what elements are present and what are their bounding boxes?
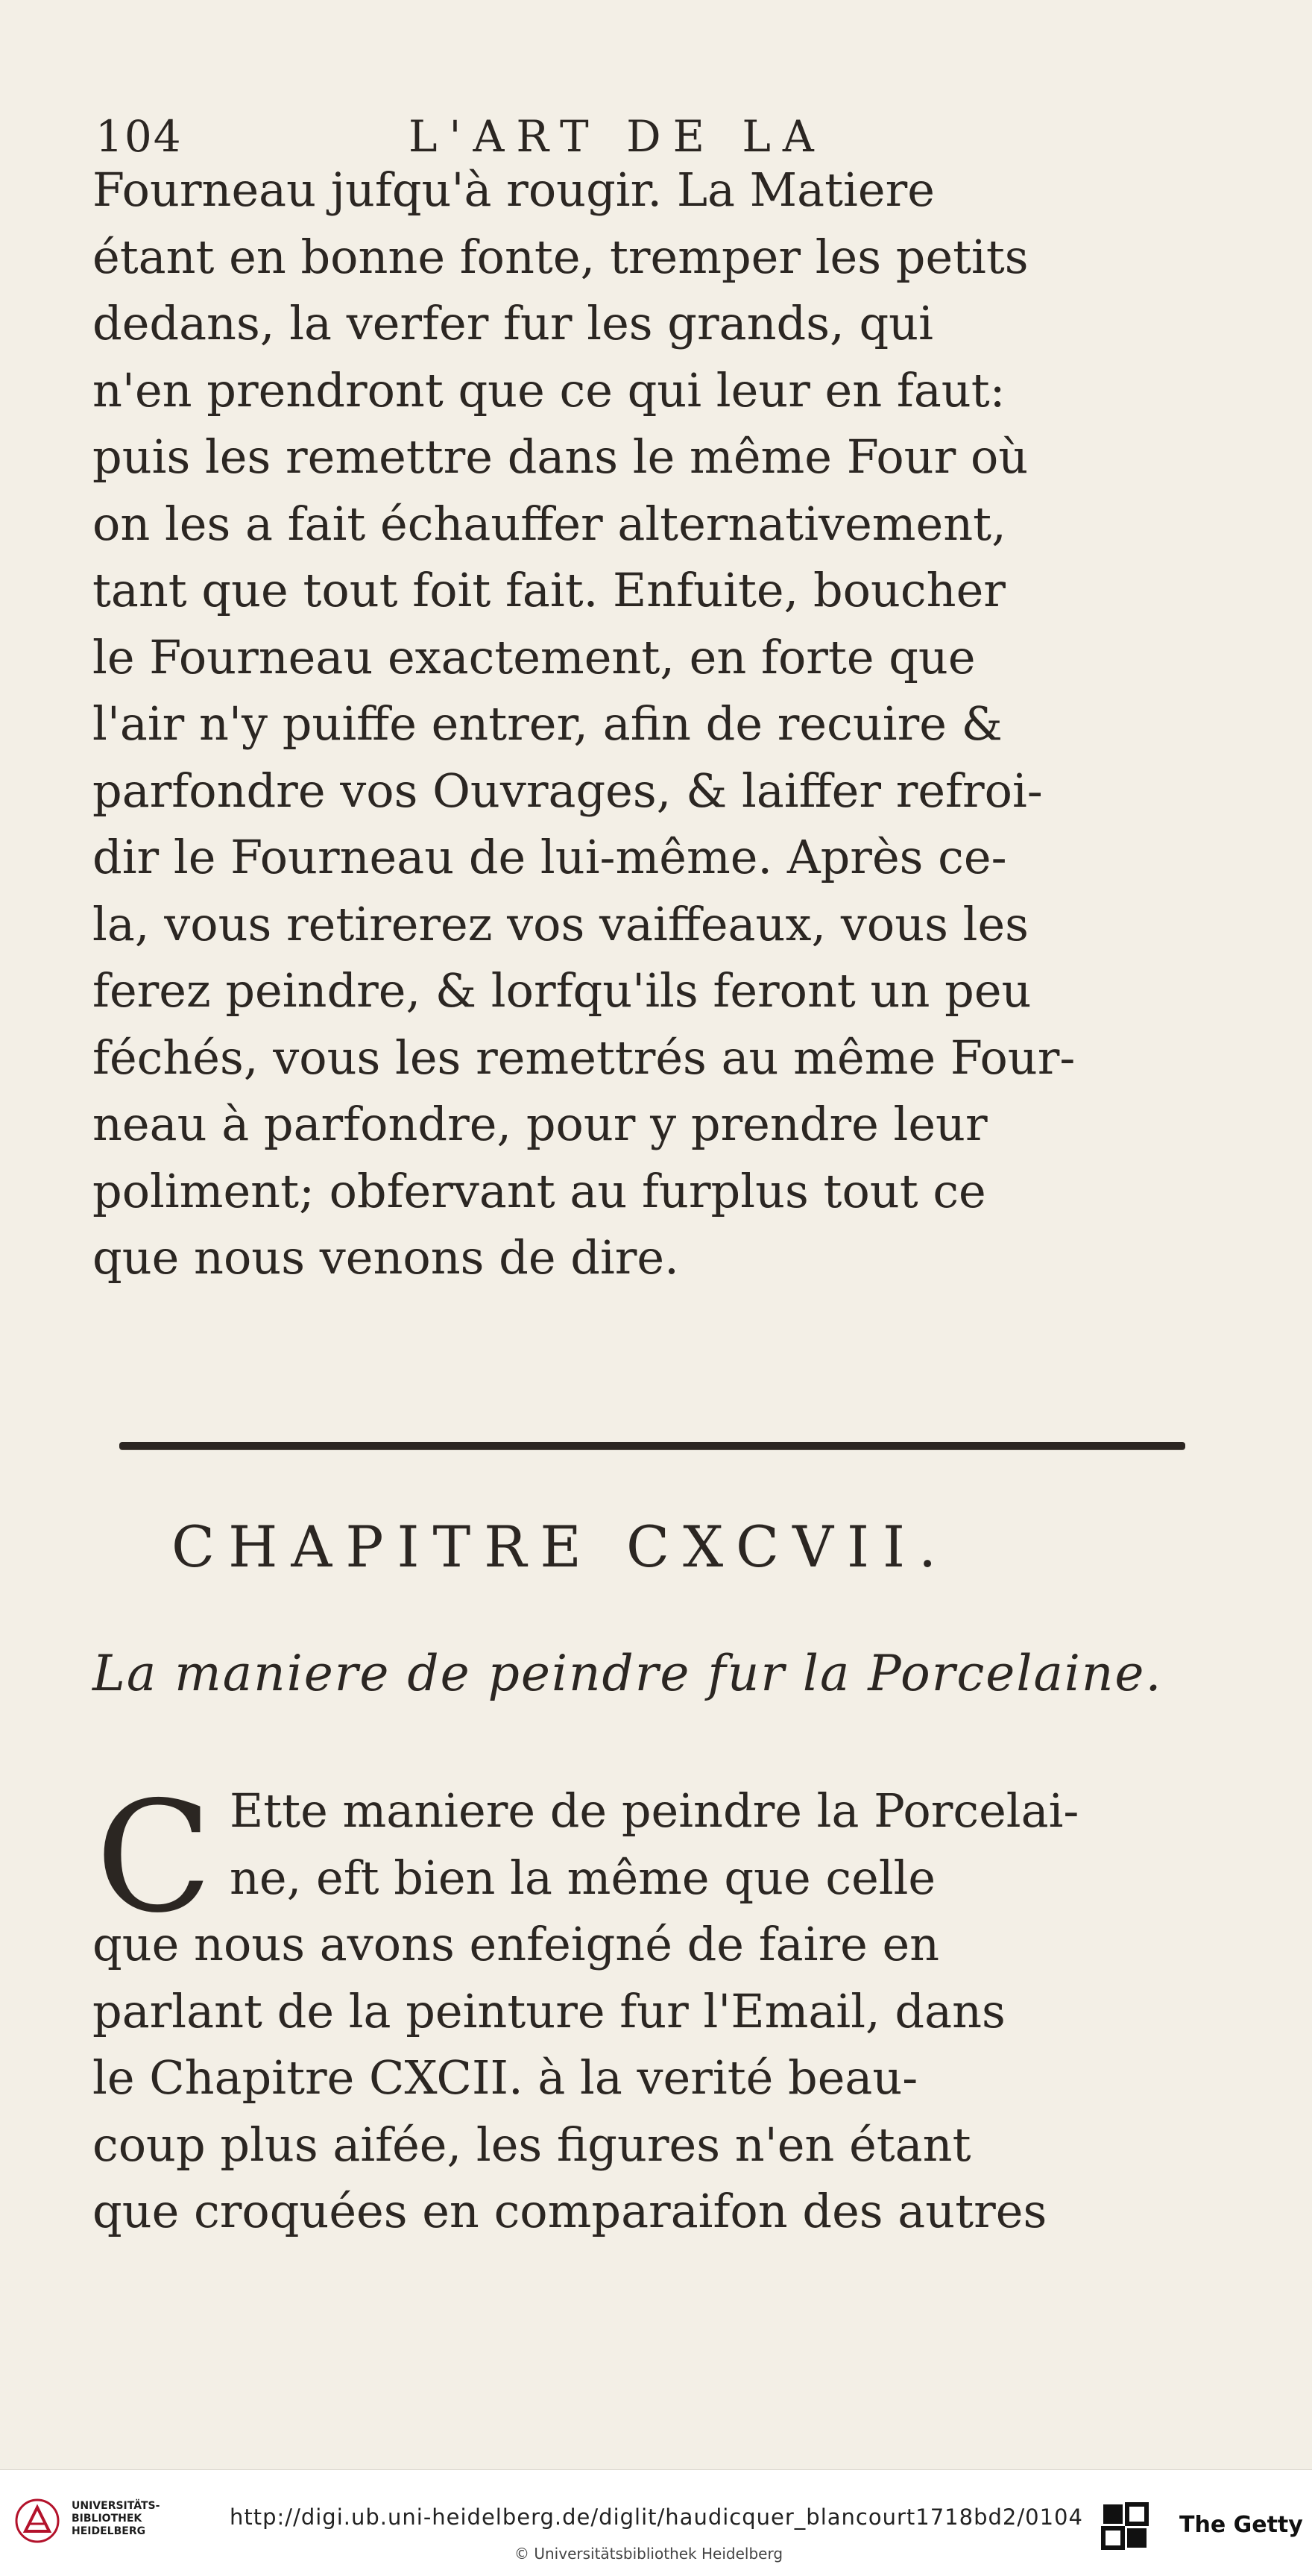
text-line: poliment; obfervant au furplus tout ce <box>92 1163 986 1218</box>
text-line: que croquées en comparaifon des autres <box>92 2184 1047 2238</box>
copyright-notice: © Universitätsbibliothek Heidelberg <box>514 2545 783 2563</box>
text-line: n'en prendront que ce qui leur en faut: <box>92 362 1006 418</box>
text-line: dir le Fourneau de lui-même. Après ce- <box>92 830 1007 884</box>
section-divider-rule <box>119 1442 1185 1449</box>
chapter-heading: CHAPITRE CXCVII. <box>171 1514 950 1580</box>
institution-line: HEIDELBERG <box>72 2525 146 2537</box>
text-line: étant en bonne fonte, tremper les petits <box>92 229 1029 284</box>
university-library-name <box>72 2500 191 2538</box>
text-line: ne, eft bien la même que celle <box>230 1850 936 1905</box>
heidelberg-university-logo-icon[interactable] <box>15 2498 60 2543</box>
text-line: Fourneau jufqu'à rougir. La Matiere <box>92 163 935 217</box>
body-text <box>92 157 1226 1291</box>
text-line: féchés, vous les remettrés au même Four- <box>92 1030 1076 1085</box>
text-line: l'air n'y puiffe entrer, afin de recuire & <box>92 696 1003 751</box>
text-line: on les a fait échauffer alternativement, <box>92 496 1006 551</box>
running-head: L'ART DE LA <box>409 111 826 162</box>
text-line: tant que tout foit fait. Enfuite, boucher <box>92 563 1006 617</box>
permalink-url[interactable]: http://digi.ub.uni-heidelberg.de/diglit/haudicquer_blancourt1718bd2/0104 <box>230 2504 1083 2530</box>
text-line: parfondre vos Ouvrages, & laiffer refroi- <box>92 763 1043 818</box>
chapter-subtitle: La maniere de peindre fur la Porcelaine. <box>92 1645 1163 1702</box>
text-line: la, vous retirerez vos vaiffeaux, vous les <box>92 896 1029 951</box>
page-number: 104 <box>95 111 183 162</box>
text-line: coup plus aifée, les figures n'en étant <box>92 2117 971 2172</box>
partner-name: The Getty <box>1179 2512 1303 2538</box>
text-line: parlant de la peinture fur l'Email, dans <box>92 1983 1006 2038</box>
text-line: le Fourneau exactement, en forte que <box>92 629 976 684</box>
text-line: dedans, la verfer fur les grands, qui <box>92 296 933 350</box>
text-line: que nous avons enfeigné de faire en <box>92 1917 940 1971</box>
text-line: que nous venons de dire. <box>92 1230 679 1285</box>
getty-logo-icon[interactable] <box>1100 2501 1149 2551</box>
institution-line: BIBLIOTHEK <box>72 2513 142 2525</box>
institution-line: UNIVERSITÄTS- <box>72 2500 160 2512</box>
text-line: ferez peindre, & lorfqu'ils feront un peu <box>92 963 1032 1018</box>
viewer-footer <box>0 2469 1312 2576</box>
text-line: neau à parfondre, pour y prendre leur <box>92 1097 988 1151</box>
text-line: puis les remettre dans le même Four où <box>92 429 1029 484</box>
chapter-body-text <box>92 1769 1226 2245</box>
text-line: Ette maniere de peindre la Porcelai- <box>230 1783 1079 1838</box>
text-line: le Chapitre CXCII. à la verité beau- <box>92 2050 918 2105</box>
drop-cap: C <box>95 1769 212 1947</box>
